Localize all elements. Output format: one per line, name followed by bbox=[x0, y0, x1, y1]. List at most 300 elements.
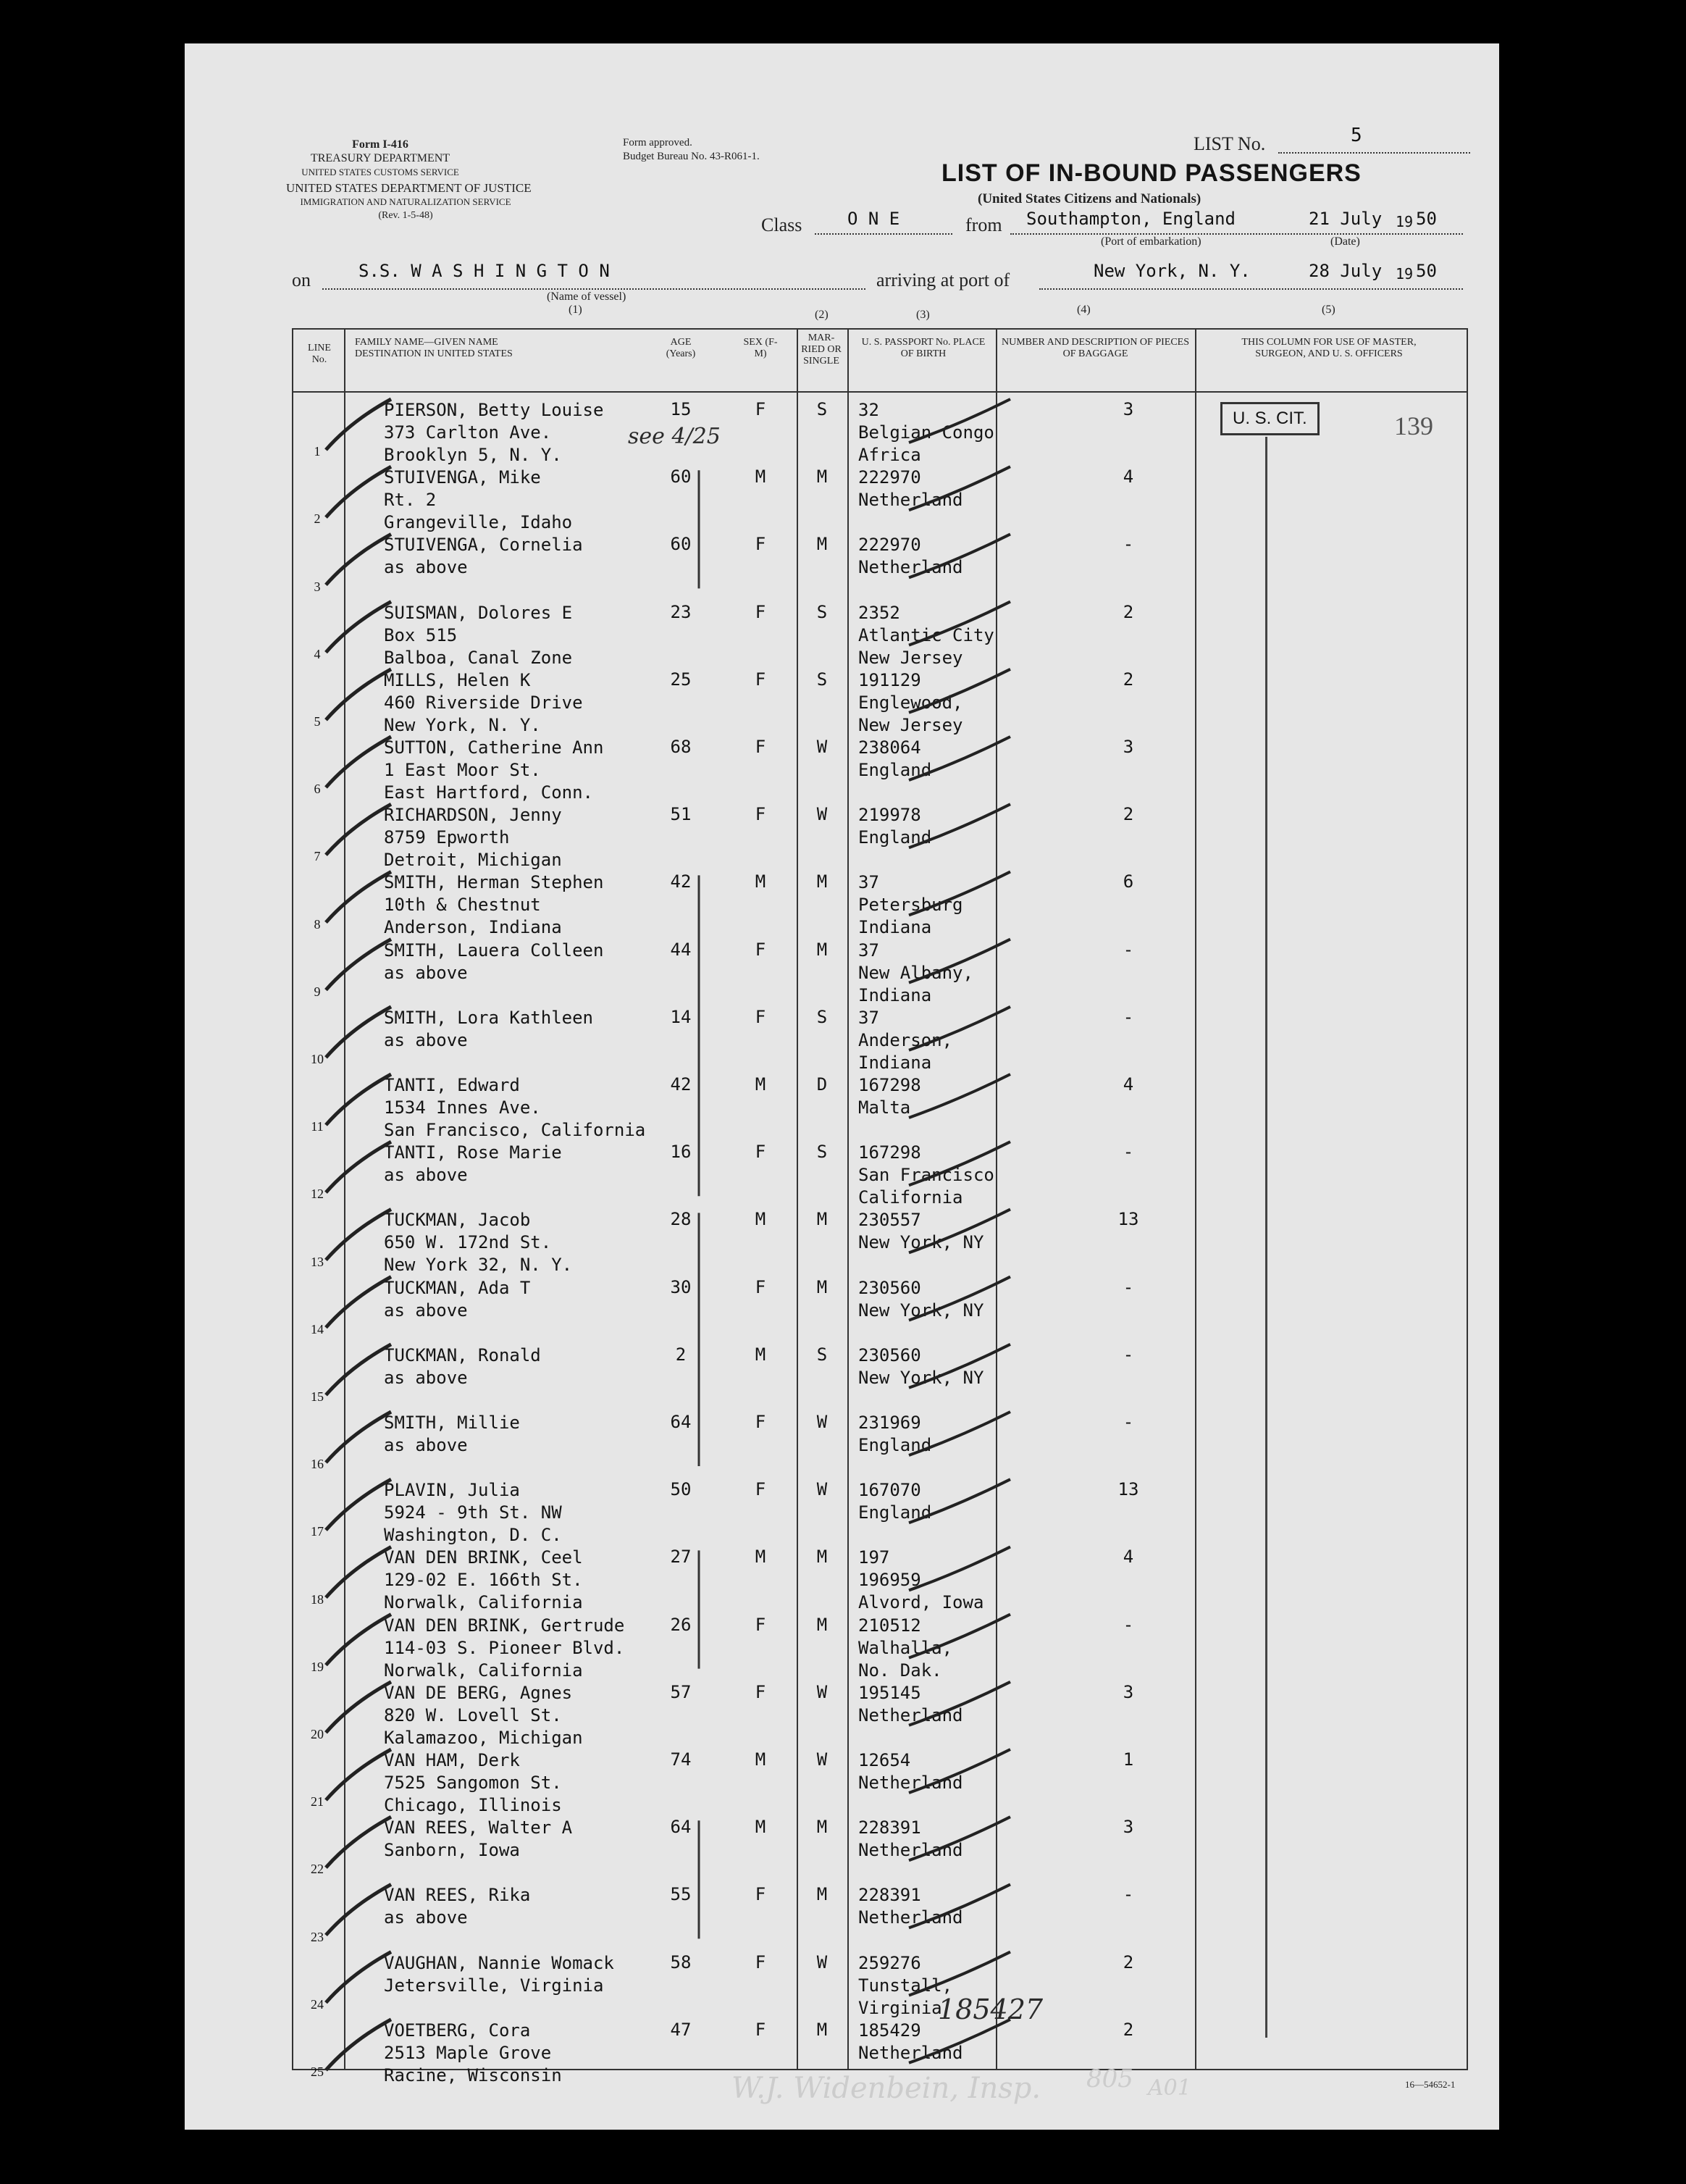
marital-status: W bbox=[816, 1749, 828, 1770]
birthplace-line-1: Petersburg bbox=[858, 895, 963, 916]
sex: F bbox=[755, 534, 766, 555]
birthplace-line-1: Netherland bbox=[858, 1773, 963, 1793]
baggage-count: - bbox=[1123, 1276, 1134, 1297]
passport-number: 185429 bbox=[858, 2020, 921, 2041]
pen-checkmark bbox=[326, 669, 391, 720]
address-line-2: Norwalk, California bbox=[384, 1592, 583, 1613]
baggage-count: - bbox=[1123, 1884, 1134, 1905]
marital-status: W bbox=[816, 737, 828, 757]
address-line-1: 2513 Maple Grove bbox=[384, 2042, 552, 2063]
line-number: 1 bbox=[314, 444, 321, 459]
line-number: 25 bbox=[311, 2064, 324, 2079]
passenger-name: VAN REES, Walter A bbox=[384, 1817, 573, 1838]
pen-checkmark bbox=[909, 804, 1010, 848]
passport-number: 228391 bbox=[858, 1885, 921, 1906]
us-citizen-stamp: U. S. CIT. bbox=[1220, 402, 1320, 435]
passport-number: 222970 bbox=[858, 535, 921, 556]
birthplace-line-1: Anderson, bbox=[858, 1029, 953, 1050]
passenger-name: STUIVENGA, Mike bbox=[384, 467, 541, 488]
marital-status: W bbox=[816, 1412, 828, 1432]
birthplace-line-1: New Albany, bbox=[858, 962, 973, 983]
birthplace-line-1: Netherland bbox=[858, 490, 963, 511]
treasury-dept: TREASURY DEPARTMENT bbox=[310, 152, 450, 164]
marital-status: W bbox=[816, 1951, 828, 1972]
col2-label: (2) bbox=[815, 309, 829, 321]
page-title: LIST OF IN-BOUND PASSENGERS bbox=[941, 159, 1362, 187]
birthplace-line-1: Netherland bbox=[858, 557, 963, 578]
baggage-count: 2 bbox=[1123, 2019, 1134, 2040]
sex: F bbox=[755, 2019, 766, 2040]
birthplace-line-1: New York, NY bbox=[858, 1367, 984, 1388]
baggage-count: 2 bbox=[1123, 601, 1134, 622]
passport-number: 167298 bbox=[858, 1075, 921, 1095]
passenger-name: TANTI, Edward bbox=[384, 1075, 520, 1095]
passenger-name: TUCKMAN, Jacob bbox=[384, 1210, 531, 1231]
address-line-2: Chicago, Illinois bbox=[384, 1795, 562, 1815]
col-married-header: MAR-RIED OR SINGLE bbox=[801, 332, 842, 367]
age: 57 bbox=[670, 1681, 692, 1702]
sex: M bbox=[755, 1074, 766, 1095]
budget-bureau: Budget Bureau No. 43-R061-1. bbox=[623, 151, 760, 162]
pen-checkmark bbox=[909, 1277, 1010, 1321]
sex: M bbox=[755, 1817, 766, 1838]
passenger-name: TANTI, Rose Marie bbox=[384, 1142, 562, 1163]
line-number: 20 bbox=[311, 1726, 324, 1741]
baggage-count: - bbox=[1123, 534, 1134, 555]
justice-dept: UNITED STATES DEPARTMENT OF JUSTICE bbox=[286, 181, 532, 195]
age: 64 bbox=[670, 1817, 692, 1838]
ins-service: IMMIGRATION AND NATURALIZATION SERVICE bbox=[300, 196, 511, 207]
passport-number: 12654 bbox=[858, 1750, 911, 1770]
marital-status: S bbox=[816, 601, 828, 622]
marital-status: M bbox=[816, 939, 828, 960]
col-baggage-header: NUMBER AND DESCRIPTION OF PIECES OF BAGGAGE bbox=[1001, 337, 1190, 359]
baggage-count: 2 bbox=[1123, 804, 1134, 825]
address-line-1: as above bbox=[384, 557, 468, 578]
birthplace-line-1: Belgian Congo bbox=[858, 422, 994, 443]
arriving-label: arriving at port of bbox=[876, 269, 1010, 290]
birthplace-line-2: California bbox=[858, 1187, 963, 1208]
sex: F bbox=[755, 1951, 766, 1972]
address-line-2: Kalamazoo, Michigan bbox=[384, 1727, 583, 1748]
birthplace-line-1: England bbox=[858, 760, 932, 780]
baggage-count: - bbox=[1123, 1614, 1134, 1635]
birthplace-line-1: Malta bbox=[858, 1097, 911, 1118]
passport-number: 238064 bbox=[858, 737, 921, 758]
pen-checkmark bbox=[909, 1952, 1010, 1996]
baggage-count: - bbox=[1123, 1142, 1134, 1163]
line-number: 16 bbox=[311, 1457, 324, 1472]
address-line-1: as above bbox=[384, 1029, 468, 1050]
stamp-number: 139 bbox=[1394, 411, 1433, 440]
pen-checkmark bbox=[326, 2020, 391, 2070]
age: 27 bbox=[670, 1547, 692, 1568]
age: 60 bbox=[670, 534, 692, 555]
line-number: 6 bbox=[314, 782, 321, 797]
line-number: 12 bbox=[311, 1187, 324, 1202]
line-number: 14 bbox=[311, 1321, 324, 1336]
age: 55 bbox=[670, 1884, 692, 1905]
age: 74 bbox=[670, 1749, 692, 1770]
birthplace-line-2: No. Dak. bbox=[858, 1660, 942, 1681]
col3-label: (3) bbox=[916, 309, 930, 321]
pen-checkmark bbox=[326, 1749, 391, 1800]
sex: F bbox=[755, 1142, 766, 1163]
birthplace-line-1: England bbox=[858, 1435, 932, 1455]
pen-checkmark bbox=[909, 1479, 1010, 1523]
sex: F bbox=[755, 737, 766, 757]
address-line-1: as above bbox=[384, 1367, 468, 1388]
passenger-name: VAN DE BERG, Agnes bbox=[384, 1682, 573, 1703]
sex: F bbox=[755, 1479, 766, 1500]
pen-checkmark bbox=[326, 602, 391, 653]
passenger-name: VAN DEN BRINK, Gertrude bbox=[384, 1615, 625, 1636]
pen-checkmark bbox=[326, 1547, 391, 1597]
address-line-1: 820 W. Lovell St. bbox=[384, 1704, 562, 1725]
age: 42 bbox=[670, 1074, 692, 1095]
baggage-count: 13 bbox=[1117, 1209, 1139, 1230]
line-number: 10 bbox=[311, 1051, 324, 1066]
sex: F bbox=[755, 1681, 766, 1702]
birthplace-line-1: Tunstall, bbox=[858, 1975, 953, 1996]
arriving-port: New York, N. Y. bbox=[1094, 261, 1251, 281]
line-number: 3 bbox=[314, 579, 321, 594]
on-label: on bbox=[292, 269, 311, 290]
birthplace-line-2: Indiana bbox=[858, 917, 932, 938]
baggage-count: 4 bbox=[1123, 1074, 1134, 1095]
list-no-value: 5 bbox=[1351, 125, 1362, 146]
pen-checkmark bbox=[326, 1277, 391, 1328]
birthplace-line-2: New Jersey bbox=[858, 714, 963, 735]
arriving-year: 50 bbox=[1416, 261, 1437, 281]
passport-number: 37 bbox=[858, 940, 879, 961]
line-number: 11 bbox=[311, 1119, 324, 1134]
address-line-1: 1534 Innes Ave. bbox=[384, 1097, 541, 1118]
pen-checkmark bbox=[326, 1884, 391, 1935]
passenger-name: SMITH, Lora Kathleen bbox=[384, 1007, 593, 1028]
sex: M bbox=[755, 1209, 766, 1230]
address-line-2: New York 32, N. Y. bbox=[384, 1255, 573, 1276]
address-line-1: 460 Riverside Drive bbox=[384, 692, 583, 713]
pen-checkmark bbox=[326, 1209, 391, 1260]
pen-checkmark bbox=[909, 466, 1010, 510]
age: 60 bbox=[670, 466, 692, 488]
signature-code: 805 bbox=[1086, 2064, 1133, 2093]
passenger-name: VOETBERG, Cora bbox=[384, 2020, 531, 2041]
address-line-2: Balboa, Canal Zone bbox=[384, 647, 573, 668]
pen-checkmark bbox=[326, 737, 391, 787]
pen-checkmark bbox=[909, 1749, 1010, 1793]
address-line-2: Detroit, Michigan bbox=[384, 850, 562, 871]
passport-number: 37 bbox=[858, 1007, 879, 1028]
passenger-name: SMITH, Herman Stephen bbox=[384, 872, 604, 893]
sex: M bbox=[755, 1749, 766, 1770]
birthplace-line-1: New York, NY bbox=[858, 1232, 984, 1253]
birthplace-line-2: New Jersey bbox=[858, 647, 963, 668]
pen-checkmark bbox=[909, 1412, 1010, 1455]
age: 16 bbox=[670, 1142, 692, 1163]
marital-status: W bbox=[816, 1681, 828, 1702]
baggage-count: 6 bbox=[1123, 871, 1134, 892]
age: 44 bbox=[670, 939, 692, 960]
pen-checkmark bbox=[909, 940, 1010, 983]
birthplace-line-1: England bbox=[858, 827, 932, 848]
pen-checkmark bbox=[909, 534, 1010, 577]
passenger-name: PLAVIN, Julia bbox=[384, 1480, 520, 1501]
from-label: from bbox=[965, 214, 1002, 235]
col-name-header: FAMILY NAME—GIVEN NAME DESTINATION IN UNITED STATES bbox=[355, 337, 513, 359]
pen-checkmark bbox=[909, 1682, 1010, 1725]
age: 58 bbox=[670, 1951, 692, 1972]
col-age-header: AGE (Years) bbox=[666, 337, 696, 359]
sex: M bbox=[755, 1547, 766, 1568]
marital-status: W bbox=[816, 1479, 828, 1500]
passenger-name: VAN HAM, Derk bbox=[384, 1750, 520, 1770]
line-number: 21 bbox=[311, 1794, 324, 1809]
line-number: 17 bbox=[311, 1524, 324, 1539]
age: 30 bbox=[670, 1276, 692, 1297]
sex: M bbox=[755, 871, 766, 892]
passport-number: 2352 bbox=[858, 602, 900, 623]
baggage-count: 2 bbox=[1123, 669, 1134, 690]
line-number: 23 bbox=[311, 1929, 324, 1944]
birthplace-line-1: Englewood, bbox=[858, 692, 963, 713]
birthplace-line-1: Netherland bbox=[858, 1840, 963, 1861]
checkmark-overlay bbox=[185, 43, 1499, 2130]
address-line-2: Norwalk, California bbox=[384, 1660, 583, 1681]
footer-code: 16—54652-1 bbox=[1405, 2079, 1456, 2090]
col-line-header: LINE No. bbox=[308, 343, 331, 365]
pen-checkmark bbox=[326, 1817, 391, 1867]
baggage-count: 4 bbox=[1123, 1547, 1134, 1568]
page-subtitle: (United States Citizens and Nationals) bbox=[978, 191, 1201, 206]
pen-checkmark bbox=[326, 1344, 391, 1395]
baggage-count: 3 bbox=[1123, 1817, 1134, 1838]
address-line-1: Jetersville, Virginia bbox=[384, 1975, 604, 1996]
passenger-name: SUTTON, Catherine Ann bbox=[384, 737, 604, 758]
age: 68 bbox=[670, 737, 692, 757]
marital-status: M bbox=[816, 2019, 828, 2040]
age: 50 bbox=[670, 1479, 692, 1500]
marital-status: M bbox=[816, 1547, 828, 1568]
birthplace-line-1: Walhalla, bbox=[858, 1637, 953, 1658]
pen-checkmark bbox=[909, 669, 1010, 713]
birthplace-line-1: Netherland bbox=[858, 1907, 963, 1928]
passport-number: 195145 bbox=[858, 1682, 921, 1703]
manifest-page bbox=[185, 43, 1499, 2130]
col-sex-header: SEX (F-M) bbox=[743, 337, 778, 359]
line-number: 8 bbox=[314, 916, 321, 932]
baggage-count: 3 bbox=[1123, 737, 1134, 757]
pen-checkmark bbox=[909, 1007, 1010, 1050]
passport-number: 37 bbox=[858, 872, 879, 893]
birthplace-line-2: Indiana bbox=[858, 984, 932, 1005]
marital-status: W bbox=[816, 804, 828, 825]
pen-checkmark bbox=[326, 1142, 391, 1192]
birthplace-line-1: 196959 bbox=[858, 1570, 921, 1591]
address-line-1: as above bbox=[384, 1300, 468, 1321]
birthplace-line-2: Virginia bbox=[858, 1997, 942, 2018]
address-line-1: as above bbox=[384, 1165, 468, 1186]
marital-status: M bbox=[816, 1276, 828, 1297]
birthplace-line-2: Africa bbox=[858, 445, 921, 465]
passport-number: 228391 bbox=[858, 1817, 921, 1838]
line-number: 15 bbox=[311, 1389, 324, 1404]
address-line-2: Brooklyn 5, N. Y. bbox=[384, 445, 562, 465]
birthplace-line-1: New York, NY bbox=[858, 1300, 984, 1321]
baggage-count: 1 bbox=[1123, 1749, 1134, 1770]
baggage-count: - bbox=[1123, 939, 1134, 960]
pen-checkmark bbox=[326, 534, 391, 585]
pen-checkmark bbox=[326, 1952, 391, 2003]
address-line-1: Sanborn, Iowa bbox=[384, 1840, 520, 1861]
baggage-count: 3 bbox=[1123, 1681, 1134, 1702]
address-line-2: New York, N. Y. bbox=[384, 714, 541, 735]
pen-checkmark bbox=[326, 1074, 391, 1125]
pen-checkmark bbox=[326, 871, 391, 922]
birthplace-line-1: Netherland bbox=[858, 1704, 963, 1725]
birthplace-line-2: Indiana bbox=[858, 1052, 932, 1073]
sex: M bbox=[755, 466, 766, 488]
address-line-2: Racine, Wisconsin bbox=[384, 2064, 562, 2085]
passenger-name: TUCKMAN, Ronald bbox=[384, 1344, 541, 1365]
marital-status: S bbox=[816, 399, 828, 419]
passenger-name: MILLS, Helen K bbox=[384, 669, 531, 690]
address-line-1: 7525 Sangomon St. bbox=[384, 1773, 562, 1793]
class-value: O N E bbox=[847, 209, 900, 229]
passport-number: 197 bbox=[858, 1547, 890, 1568]
row1-annotation: see 4/25 bbox=[628, 424, 721, 449]
passenger-name: VAUGHAN, Nannie Womack bbox=[384, 1952, 614, 1973]
col5-label: (5) bbox=[1322, 304, 1335, 316]
baggage-count: 4 bbox=[1123, 466, 1134, 488]
birthplace-line-1: Netherland bbox=[858, 2042, 963, 2063]
passenger-name: RICHARDSON, Jenny bbox=[384, 805, 562, 826]
revision: (Rev. 1-5-48) bbox=[378, 210, 433, 221]
age: 23 bbox=[670, 601, 692, 622]
baggage-count: 3 bbox=[1123, 399, 1134, 419]
passport-number: 191129 bbox=[858, 669, 921, 690]
sex: F bbox=[755, 804, 766, 825]
address-line-1: as above bbox=[384, 962, 468, 983]
passenger-name: TUCKMAN, Ada T bbox=[384, 1277, 531, 1298]
passport-number: 259276 bbox=[858, 1952, 921, 1973]
age: 64 bbox=[670, 1412, 692, 1432]
from-date: 21 July bbox=[1309, 209, 1383, 229]
address-line-2: Grangeville, Idaho bbox=[384, 512, 573, 533]
age: 26 bbox=[670, 1614, 692, 1635]
pen-checkmark bbox=[909, 602, 1010, 645]
birthplace-line-1: Atlantic City bbox=[858, 624, 994, 645]
line-number: 24 bbox=[311, 1996, 324, 2012]
col4-label: (4) bbox=[1077, 304, 1091, 316]
line-number: 19 bbox=[311, 1659, 324, 1674]
pen-checkmark bbox=[326, 466, 391, 517]
from-year-prefix: 19 bbox=[1396, 213, 1414, 230]
vessel-name: S.S. W A S H I N G T O N bbox=[358, 261, 610, 281]
passport-number: 167070 bbox=[858, 1480, 921, 1501]
sex: F bbox=[755, 1006, 766, 1027]
pen-checkmark bbox=[909, 1615, 1010, 1658]
age: 15 bbox=[670, 399, 692, 419]
sex: F bbox=[755, 1614, 766, 1635]
marital-status: S bbox=[816, 1142, 828, 1163]
port-embark-label: (Port of embarkation) bbox=[1101, 235, 1201, 248]
address-line-1: 373 Carlton Ave. bbox=[384, 422, 552, 443]
passenger-name: VAN REES, Rika bbox=[384, 1885, 531, 1906]
col1-label: (1) bbox=[569, 304, 582, 316]
pen-checkmark bbox=[326, 1682, 391, 1733]
passport-number: 231969 bbox=[858, 1413, 921, 1433]
address-line-1: 5924 - 9th St. NW bbox=[384, 1502, 562, 1523]
arriving-year-prefix: 19 bbox=[1396, 265, 1414, 283]
pen-checkmark bbox=[909, 1142, 1010, 1185]
pen-checkmark bbox=[909, 737, 1010, 780]
age: 51 bbox=[670, 804, 692, 825]
address-line-2: East Hartford, Conn. bbox=[384, 782, 593, 803]
marital-status: M bbox=[816, 534, 828, 555]
sex: F bbox=[755, 1276, 766, 1297]
pen-checkmark bbox=[326, 1479, 391, 1530]
vessel-label: (Name of vessel) bbox=[547, 290, 626, 303]
passport-correction: 185427 bbox=[938, 1993, 1044, 2025]
marital-status: M bbox=[816, 1614, 828, 1635]
marital-status: M bbox=[816, 1209, 828, 1230]
line-number: 9 bbox=[314, 984, 321, 999]
age: 47 bbox=[670, 2019, 692, 2040]
age: 28 bbox=[670, 1209, 692, 1230]
col-passport-header: U. S. PASSPORT No. PLACE OF BIRTH bbox=[861, 337, 986, 359]
passport-number: 210512 bbox=[858, 1615, 921, 1636]
baggage-count: 13 bbox=[1117, 1479, 1139, 1500]
address-line-2: Washington, D. C. bbox=[384, 1525, 562, 1546]
sex: F bbox=[755, 399, 766, 419]
baggage-count: 2 bbox=[1123, 1951, 1134, 1972]
pen-checkmark bbox=[326, 804, 391, 855]
customs-service: UNITED STATES CUSTOMS SERVICE bbox=[301, 167, 459, 177]
passenger-name: PIERSON, Betty Louise bbox=[384, 400, 604, 420]
line-number: 7 bbox=[314, 849, 321, 864]
age: 42 bbox=[670, 871, 692, 892]
pen-checkmark bbox=[909, 1074, 1010, 1118]
pen-checkmark bbox=[326, 1412, 391, 1463]
address-line-1: 10th & Chestnut bbox=[384, 895, 541, 916]
age: 25 bbox=[670, 669, 692, 690]
passport-number: 167298 bbox=[858, 1142, 921, 1163]
col-officers-header: THIS COLUMN FOR USE OF MASTER, SURGEON, AND U. S. OFFICERS bbox=[1241, 337, 1417, 359]
line-number: 2 bbox=[314, 511, 321, 527]
baggage-count: - bbox=[1123, 1006, 1134, 1027]
marital-status: S bbox=[816, 1344, 828, 1365]
baggage-count: - bbox=[1123, 1412, 1134, 1432]
from-year: 50 bbox=[1416, 209, 1437, 229]
address-line-1: Rt. 2 bbox=[384, 490, 437, 511]
pen-checkmark bbox=[909, 1547, 1010, 1590]
pen-checkmark bbox=[326, 1007, 391, 1058]
pen-checkmark bbox=[909, 2020, 1010, 2063]
inspector-signature: W.J. Widenbein, Insp. bbox=[731, 2072, 1041, 2105]
sex: F bbox=[755, 1884, 766, 1905]
sex: F bbox=[755, 601, 766, 622]
birthplace-line-1: San Francisco bbox=[858, 1165, 994, 1186]
pen-checkmark bbox=[909, 1884, 1010, 1928]
line-number: 5 bbox=[314, 714, 321, 729]
form-number: Form I-416 bbox=[352, 138, 408, 151]
address-line-1: as above bbox=[384, 1907, 468, 1928]
passport-number: 219978 bbox=[858, 805, 921, 826]
address-line-1: 129-02 E. 166th St. bbox=[384, 1570, 583, 1591]
passenger-name: VAN DEN BRINK, Ceel bbox=[384, 1547, 583, 1568]
